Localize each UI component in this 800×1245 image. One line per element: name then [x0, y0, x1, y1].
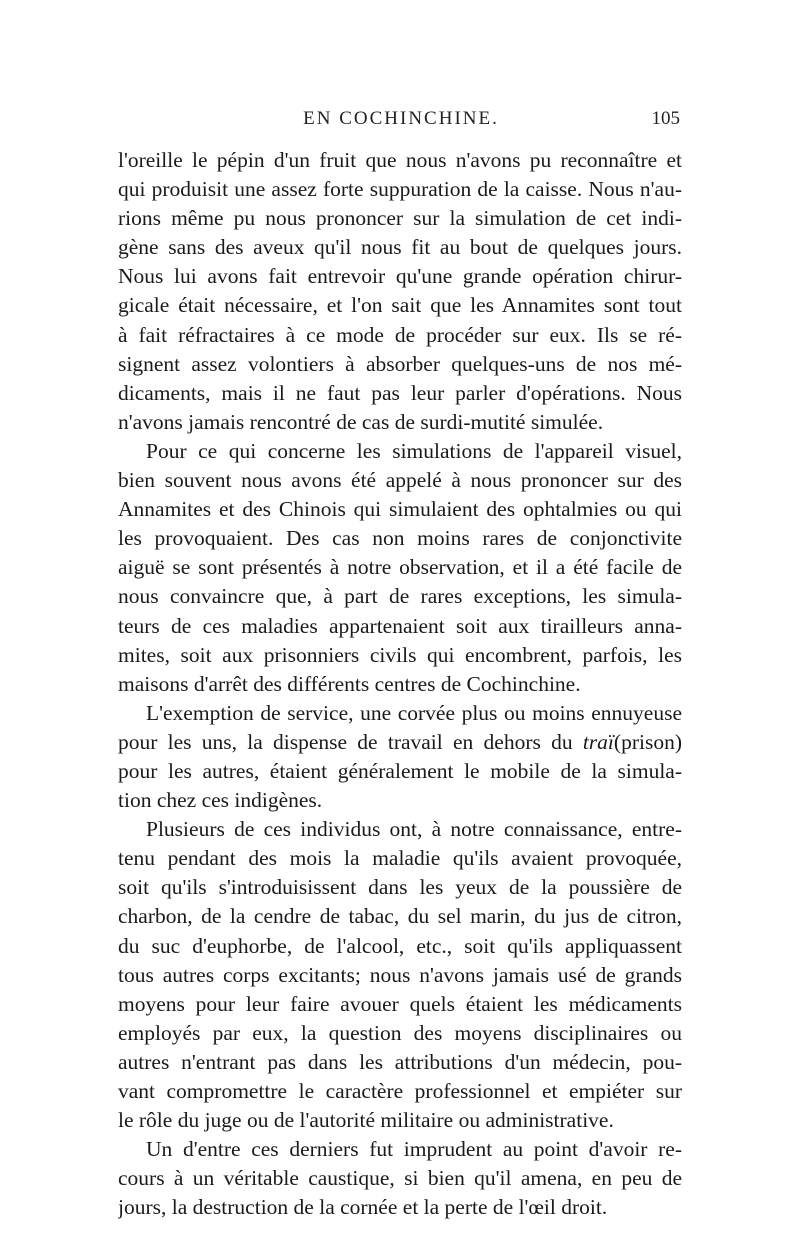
- text-line: les provoquaient. Des cas non moins rares de conjonctivite: [118, 526, 682, 551]
- text-line: autres n'entrant pas dans les attributions d'un médecin, pou-: [118, 1049, 682, 1074]
- text-line: mites, soit aux prisonniers civils qui encombrent, parfois, les: [118, 642, 682, 667]
- paragraph-start-line: L'exemption de service, une corvée plus ou moins ennuyeuse: [146, 700, 682, 725]
- text-line: moyens pour leur faire avouer quels étaient les médicaments: [118, 991, 682, 1016]
- text-line: vant compromettre le caractère professionnel et empiéter sur: [118, 1079, 682, 1103]
- text-line: cours à un véritable caustique, si bien qu'il amena, en peu de: [118, 1166, 682, 1191]
- text-line-with-italic: [118, 728, 682, 757]
- text-line: aiguë se sont présentés à notre observation, et il a été facile de: [118, 555, 682, 580]
- text-line: tion chez ces indigènes.: [118, 788, 323, 813]
- text-line: Nous lui avons fait entrevoir qu'une grande opération chirur-: [118, 264, 682, 289]
- text-line: n'avons jamais rencontré de cas de surdi-mutité simulée.: [118, 409, 604, 434]
- text-line: du suc d'euphorbe, de l'alcool, etc., soit qu'ils appliquassent: [118, 933, 682, 958]
- text-line: bien souvent nous avons été appelé à nous prononcer sur des: [118, 468, 682, 493]
- text-line: pour les autres, étaient généralement le mobile de la simula-: [118, 758, 682, 783]
- text-line: qui produisit une assez forte suppuration de la caisse. Nous n'au-: [118, 177, 682, 202]
- text-line: le rôle du juge ou de l'autorité militaire ou administrative.: [118, 1108, 614, 1133]
- text-line: soit qu'ils s'introduisissent dans les yeux de la poussière de: [118, 875, 682, 900]
- text-line: rions même pu nous prononcer sur la simulation de cet indi-: [118, 206, 682, 231]
- text-line: tous autres corps excitants; nous n'avons jamais usé de grands: [118, 962, 682, 987]
- text-line: tenu pendant des mois la maladie qu'ils avaient provoquée,: [118, 846, 682, 871]
- text-line: à fait réfractaires à ce mode de procéder sur eux. Ils se ré-: [118, 322, 682, 347]
- text-line: maisons d'arrêt des différents centres de Cochinchine.: [118, 671, 581, 696]
- text-line: Annamites et des Chinois qui simulaient des ophtalmies ou qui: [118, 497, 682, 522]
- text-line: dicaments, mais il ne faut pas leur parler d'opérations. Nous: [118, 380, 682, 405]
- italic-word: traï: [582, 729, 614, 754]
- text-fragment: (prison): [613, 729, 682, 754]
- paragraph-start-line: Pour ce qui concerne les simulations de l'appareil visuel,: [146, 438, 682, 463]
- body-text: [118, 146, 682, 1222]
- running-head: [120, 108, 682, 140]
- text-line: gène sans des aveux qu'il nous fit au bout de quelques jours.: [118, 235, 682, 260]
- text-fragment: pour les uns, la dispense de travail en dehors du: [118, 729, 573, 754]
- page-number: 105: [651, 108, 680, 129]
- text-line: gicale était nécessaire, et l'on sait que les Annamites sont tout: [118, 293, 682, 318]
- paragraph-start-line: Plusieurs de ces individus ont, à notre connaissance, entre-: [146, 817, 682, 842]
- text-line: jours, la destruction de la cornée et la perte de l'œil droit.: [118, 1195, 608, 1220]
- running-title: EN COCHINCHINE.: [303, 108, 499, 129]
- text-line: signent assez volontiers à absorber quelques-uns de nos mé-: [118, 351, 682, 376]
- text-line: employés par eux, la question des moyens disciplinaires ou: [118, 1020, 682, 1045]
- text-line: teurs de ces maladies appartenaient soit aux tirailleurs anna-: [118, 613, 682, 638]
- paragraph-start-line: Un d'entre ces derniers fut imprudent au point d'avoir re-: [146, 1137, 682, 1162]
- text-line: charbon, de la cendre de tabac, du sel marin, du jus de citron,: [118, 904, 682, 929]
- text-line: l'oreille le pépin d'un fruit que nous n'avons pu reconnaître et: [118, 148, 682, 172]
- text-line: nous convaincre que, à part de rares exceptions, les simula-: [118, 584, 682, 609]
